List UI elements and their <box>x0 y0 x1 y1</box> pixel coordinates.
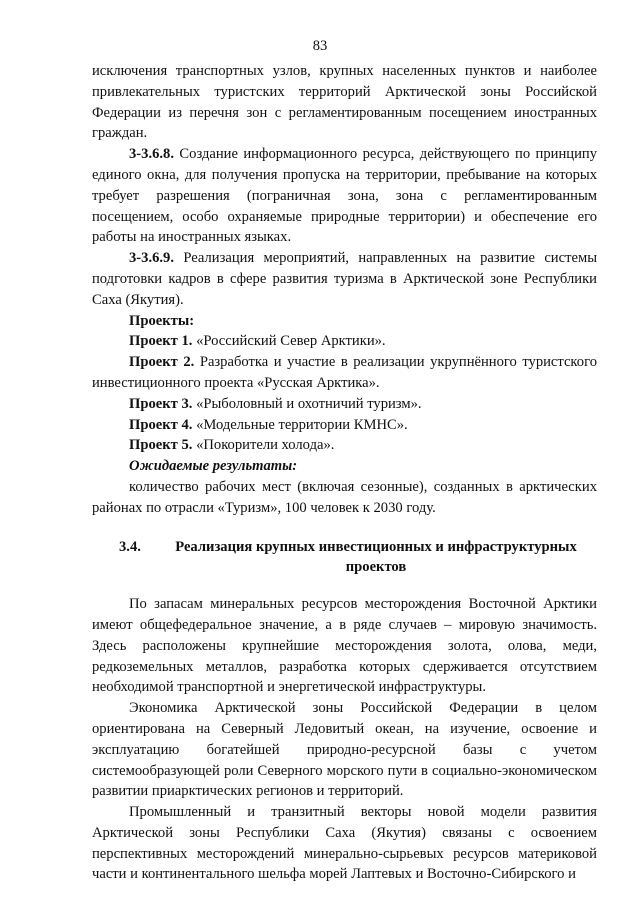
section-number: 3.4. <box>119 538 141 555</box>
body-paragraph: По запасам минеральных ресурсов месторождения Восточной Арктики имеют общефедеральное значение, а в ряде случаев – мировую значимость. Здесь расположены крупнейшие месторождения золота, олова, меди, редкоземельных металлов, разработка которых сдерживается отсутствием необходимой транспортной и энергетической инфраструктуры. <box>92 596 597 696</box>
body-paragraph: Промышленный и транзитный векторы новой модели развития Арктической зоны Республики Саха (Якутия) связаны с освоением перспективных месторождений минерально-сырьевых ресурсов материковой части и континентального шельфа морей Лаптевых и Восточно-Сибирского и <box>92 804 597 883</box>
project-item <box>92 352 597 394</box>
section-heading <box>119 537 597 579</box>
project-text: «Покорители холода». <box>196 437 335 454</box>
project-item <box>92 415 597 436</box>
item-text: Создание информационного ресурса, действующего по принципу единого окна, для получения пропуска на территории, пребывание на которых требует разрешения (пограничная зона, зона с регламентированным посещением, особо охраняемые природные территории) и обеспечение его работы на иностранных языках. <box>92 146 597 246</box>
item-3-3-6-9 <box>92 248 597 310</box>
body-paragraph: Экономика Арктической зоны Российской Федерации в целом ориентирована на Северный Ледовитый океан, на изучение, освоение и эксплуатацию богатейшей природно-ресурсной базы с учетом системообразующей роли Северного морского пути в социально-экономическом развитии приарктических регионов и территорий. <box>92 700 597 800</box>
page-content <box>92 61 597 885</box>
project-text: «Российский Север Арктики». <box>196 333 386 350</box>
project-text: «Рыболовный и охотничий туризм». <box>196 395 422 412</box>
section-title: Реализация крупных инвестиционных и инфраструктурных проектов <box>175 538 577 576</box>
item-number: 3-3.6.9. <box>129 250 174 267</box>
project-item <box>92 394 597 415</box>
page-number: 83 <box>312 38 328 54</box>
item-text: Реализация мероприятий, направленных на развитие системы подготовки кадров в сфере развития туризма в Арктической зоне Республики Саха (Якутия). <box>92 250 597 308</box>
project-label: Проект 3. <box>129 395 193 412</box>
project-item <box>92 435 597 456</box>
projects-heading: Проекты: <box>129 312 195 329</box>
project-label: Проект 5. <box>129 437 193 454</box>
project-item <box>92 331 597 352</box>
project-text: «Модельные территории КМНС». <box>196 416 408 433</box>
expected-results-heading: Ожидаемые результаты: <box>129 458 298 475</box>
project-text: Разработка и участие в реализации укрупнённого туристского инвестиционного проекта «Русская Арктика». <box>92 354 597 391</box>
spacer <box>92 578 597 594</box>
continuation-paragraph: исключения транспортных узлов, крупных населенных пунктов и наиболее привлекательных туристских территорий Арктической зоны Российской Федерации из перечня зон с регламентированным посещением иностранных граждан. <box>92 63 597 142</box>
project-label: Проект 1. <box>129 333 193 350</box>
project-label: Проект 4. <box>129 416 193 433</box>
spacer <box>92 519 597 537</box>
item-3-3-6-8 <box>92 144 597 248</box>
project-label: Проект 2. <box>129 354 195 371</box>
expected-results-text: количество рабочих мест (включая сезонные), созданных в арктических районах по отрасли «Туризм», 100 человек к 2030 году. <box>92 478 597 516</box>
item-number: 3-3.6.8. <box>129 146 174 163</box>
